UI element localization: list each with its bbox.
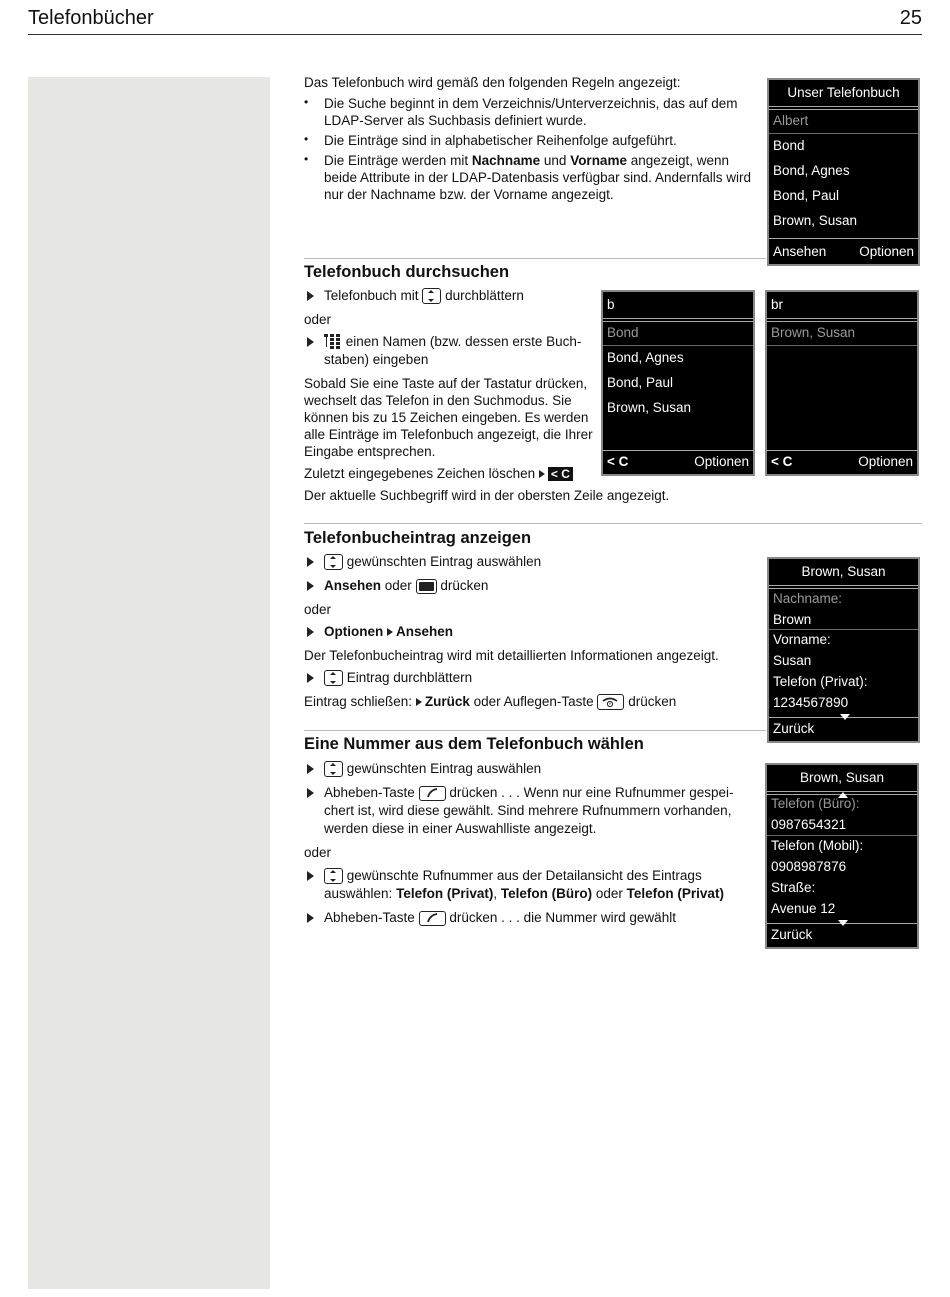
bullet-dot: • — [304, 95, 309, 109]
screen-title: Unser Telefonbuch — [787, 85, 900, 100]
softkey-left: Ansehen — [773, 244, 827, 259]
screen-title: Brown, Susan — [799, 770, 885, 785]
softkey-divider — [769, 238, 918, 239]
list-item: Bond, Paul — [607, 375, 674, 390]
heading-view: Telefonbucheintrag anzeigen — [304, 529, 532, 547]
intro-bullet-1b: LDAP-Server als Suchbasis definiert wurde. — [324, 113, 587, 128]
arrow-icon — [307, 557, 314, 567]
title-divider — [603, 318, 753, 319]
entry-detail-screen — [767, 557, 920, 743]
screen-title: br — [771, 297, 784, 312]
list-item: Bond, Paul — [773, 188, 840, 203]
scroll-down-icon — [838, 920, 848, 926]
or-label: oder — [304, 312, 332, 327]
view-para: Der Telefonbucheintrag wird mit detaillierten Informationen angezeigt. — [304, 648, 719, 663]
search-para-line: Eingabe entsprechen. — [304, 444, 436, 459]
row-separator — [769, 133, 918, 134]
list-item: Bond, Agnes — [607, 350, 684, 365]
detail-label: Nachname: — [773, 591, 843, 606]
softkey-left: Zurück — [773, 721, 815, 736]
list-item: Bond — [773, 138, 805, 153]
detail-label: Telefon (Büro): — [771, 796, 860, 811]
view-close-line: Eintrag schließen: Zurück oder Auflegen-Taste drücken — [304, 694, 677, 709]
list-item: Brown, Susan — [771, 325, 856, 340]
detail-value: Brown — [773, 612, 812, 627]
arrow-icon — [387, 628, 393, 636]
arrow-icon — [307, 627, 314, 637]
row-separator — [767, 345, 917, 346]
search-screen-b — [601, 290, 755, 476]
search-para-line: alle Einträge im Telefonbuch angezeigt, die Ihrer — [304, 427, 593, 442]
view-step-2: Ansehen oder drücken — [324, 578, 489, 593]
heading-dial: Eine Nummer aus dem Telefonbuch wählen — [304, 735, 644, 753]
arrow-icon — [416, 698, 422, 706]
section-rule — [304, 523, 922, 524]
navigation-key-icon — [422, 288, 441, 304]
detail-label: Straße: — [771, 880, 816, 895]
search-step-2: einen Namen (bzw. dessen erste Buch- — [324, 333, 581, 350]
or-label: oder — [304, 602, 332, 617]
header-rule — [28, 34, 922, 35]
detail-value: Susan — [773, 653, 812, 668]
detail-label: Telefon (Privat): — [773, 674, 868, 689]
detail-label: Vorname: — [773, 632, 831, 647]
section-rule — [304, 258, 766, 259]
dial-step-2c: werden diese in einer Auswahlliste angezeigt. — [324, 821, 597, 836]
scroll-down-icon — [840, 714, 850, 720]
title-divider — [603, 321, 753, 322]
softkey-left: < C — [607, 454, 629, 469]
end-call-key-icon — [597, 694, 624, 710]
search-para-2: Der aktuelle Suchbegriff wird in der obersten Zeile angezeigt. — [304, 488, 670, 503]
detail-value: 1234567890 — [773, 695, 849, 710]
arrow-icon — [307, 871, 314, 881]
title-divider — [767, 318, 917, 319]
detail-label: Telefon (Mobil): — [771, 838, 864, 853]
arrow-icon — [539, 470, 545, 478]
bullet-dot: • — [304, 132, 309, 146]
display-key-icon — [416, 579, 437, 594]
detail-value: 0987654321 — [771, 817, 847, 832]
navigation-key-icon — [324, 554, 343, 570]
arrow-icon — [307, 673, 314, 683]
view-step-4: Eintrag durchblättern — [324, 669, 472, 686]
list-item: Brown, Susan — [607, 400, 692, 415]
list-item: Bond, Agnes — [773, 163, 850, 178]
page-running-title: Telefonbücher — [28, 7, 154, 29]
arrow-icon — [307, 337, 314, 347]
heading-search: Telefonbuch durchsuchen — [304, 263, 510, 281]
list-item: Albert — [773, 113, 809, 128]
dial-step-2: Abheben-Taste drücken . . . Wenn nur eine Rufnummer gespei- — [324, 785, 734, 800]
call-key-icon — [419, 786, 446, 801]
title-divider — [769, 106, 918, 107]
keypad-icon — [324, 334, 342, 350]
list-item: Bond — [607, 325, 639, 340]
navigation-key-icon — [324, 670, 343, 686]
search-para-line: wechselt das Telefon in den Suchmodus. Sie — [304, 393, 572, 408]
search-step-1: Telefonbuch mit durchblättern — [324, 288, 524, 303]
arrow-icon — [307, 913, 314, 923]
softkey-left: < C — [771, 454, 793, 469]
screen-title: Brown, Susan — [801, 564, 886, 579]
dial-step-1: gewünschten Eintrag auswählen — [324, 760, 541, 777]
search-para-line: können bis zu 15 Zeichen eingeben. Es werden — [304, 410, 589, 425]
softkey-right: Optionen — [858, 454, 913, 469]
title-divider — [769, 109, 918, 110]
bullet-dot: • — [304, 152, 309, 166]
page-number: 25 — [899, 7, 922, 29]
intro-bullet-1a: Die Suche beginnt in dem Verzeichnis/Unterverzeichnis, das auf dem — [324, 96, 738, 111]
search-screen-br — [765, 290, 919, 476]
detail-value: 0908987876 — [771, 859, 847, 874]
title-divider — [769, 585, 918, 586]
or-label: oder — [304, 845, 332, 860]
dial-step-4: Abheben-Taste drücken . . . die Nummer wird gewählt — [324, 910, 676, 925]
intro-bullet-3a: Die Einträge werden mit Nachname und Vorname angezeigt, wenn — [324, 153, 730, 168]
section-rule — [304, 730, 766, 731]
entry-numbers-screen — [765, 763, 919, 949]
dial-step-3b: auswählen: Telefon (Privat), Telefon (Büro) oder Telefon (Privat) — [324, 886, 724, 901]
search-step-2b: staben) eingeben — [324, 352, 429, 367]
arrow-icon — [307, 581, 314, 591]
left-margin-panel — [28, 77, 270, 1289]
softkey-divider — [603, 450, 753, 451]
intro-bullet-3c: nur der Nachname bzw. der Vorname angezeigt. — [324, 187, 614, 202]
dial-step-3: gewünschte Rufnummer aus der Detailansicht des Eintrags — [324, 867, 702, 884]
search-para-line: Sobald Sie eine Taste auf der Tastatur drücken, — [304, 376, 588, 391]
arrow-icon — [307, 291, 314, 301]
softkey-left: Zurück — [771, 927, 813, 942]
dial-step-2b: chert ist, wird diese gewählt. Sind mehrere Rufnummern vorhanden, — [324, 803, 732, 818]
arrow-icon — [307, 764, 314, 774]
title-divider — [767, 321, 917, 322]
screen-title: b — [607, 297, 615, 312]
call-key-icon — [419, 911, 446, 926]
list-item: Brown, Susan — [773, 213, 858, 228]
softkey-divider — [767, 450, 917, 451]
intro-bullet-3b: beide Attribute in der LDAP-Datenbasis verfügbar sind. Andernfalls wird — [324, 170, 751, 185]
softkey-right: Optionen — [694, 454, 749, 469]
view-step-1: gewünschten Eintrag auswählen — [324, 553, 541, 570]
navigation-key-icon — [324, 868, 343, 884]
intro-bullet-2: Die Einträge sind in alphabetischer Reihenfolge aufgeführt. — [324, 133, 677, 148]
arrow-icon — [307, 788, 314, 798]
view-step-3: Optionen Ansehen — [324, 624, 454, 639]
phonebook-screen — [767, 78, 920, 266]
detail-value: Avenue 12 — [771, 901, 836, 916]
search-delete-line: Zuletzt eingegebenes Zeichen löschen < C — [304, 465, 573, 482]
delete-key-icon: < C — [548, 467, 573, 481]
intro-lead: Das Telefonbuch wird gemäß den folgenden Regeln angezeigt: — [304, 75, 681, 90]
softkey-right: Optionen — [859, 244, 914, 259]
row-separator — [603, 345, 753, 346]
navigation-key-icon — [324, 761, 343, 777]
